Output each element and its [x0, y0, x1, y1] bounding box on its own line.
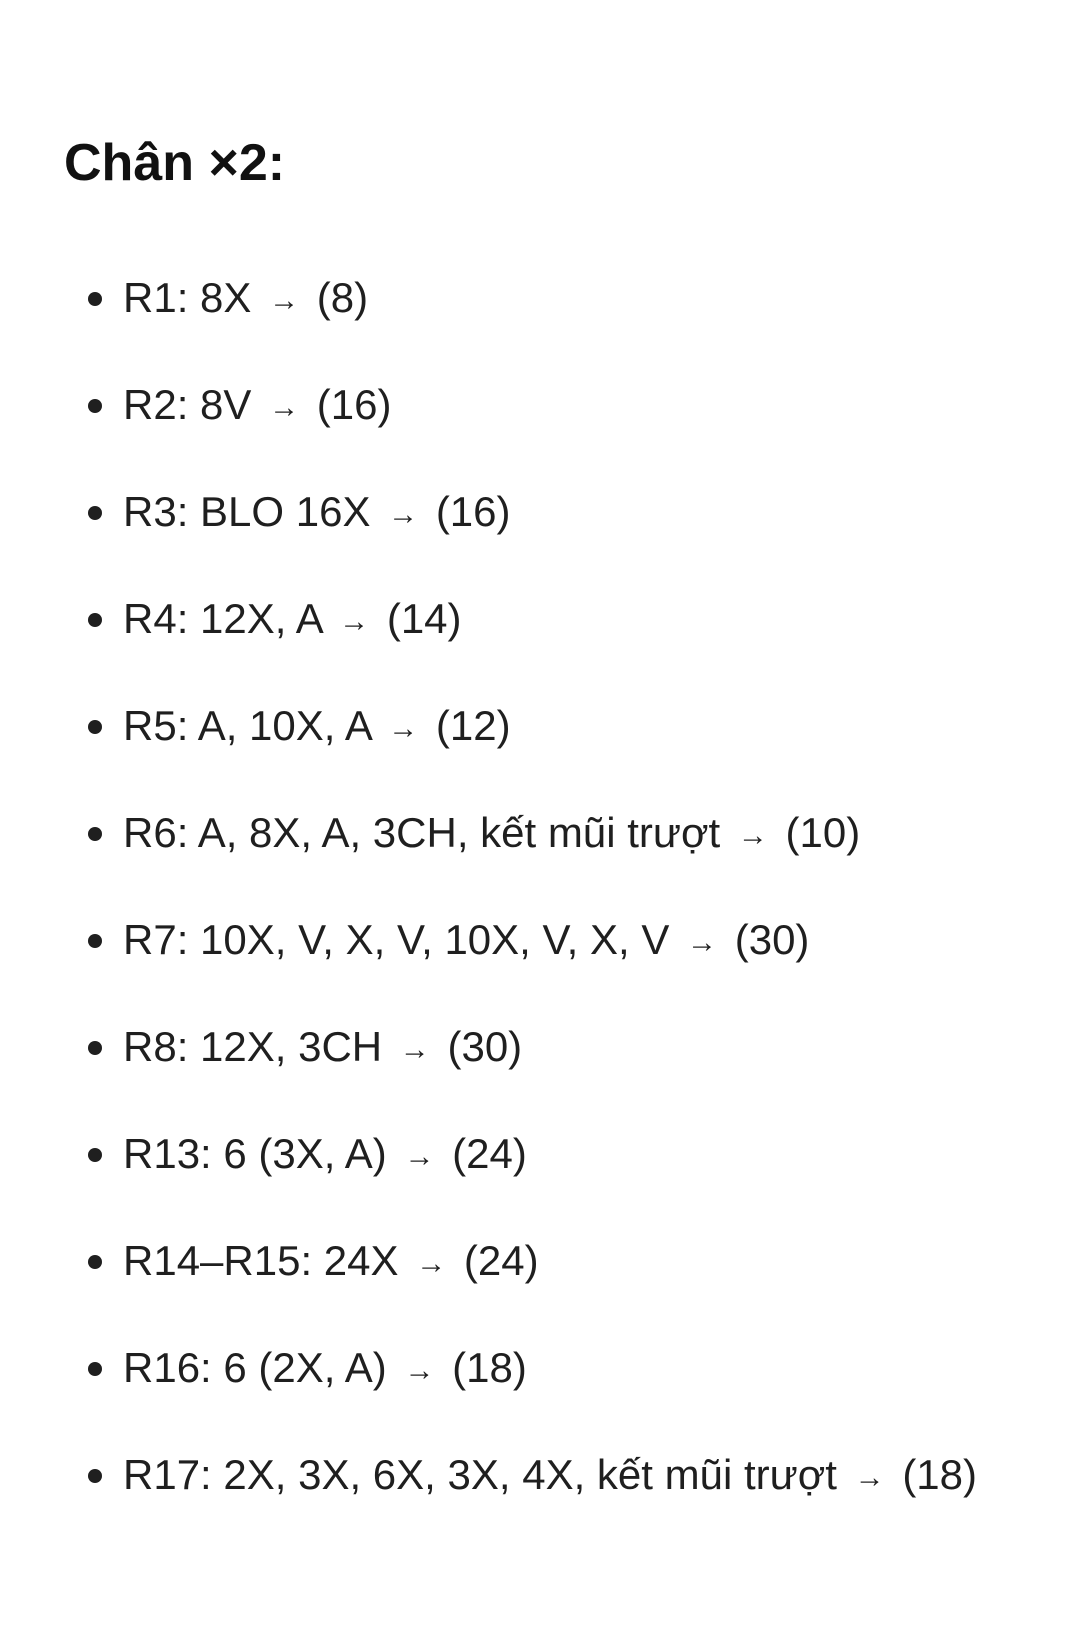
- bullet-icon: [88, 827, 102, 841]
- arrow-icon: →: [269, 391, 300, 424]
- row-result: (18): [902, 1451, 978, 1498]
- list-item-r14-r15: [0, 1225, 1080, 1300]
- row-result: (24): [452, 1130, 527, 1177]
- row-result: (8): [316, 274, 369, 321]
- list-item-r4: [0, 583, 1080, 658]
- list-item-r6: [0, 797, 1080, 872]
- row-text: R14–R15: 24X: [123, 1237, 399, 1284]
- row-text: R7: 10X, V, X, V, 10X, V, X, V: [123, 916, 670, 963]
- row-text: R17: 2X, 3X, 6X, 3X, 4X, kết mũi trượt: [123, 1451, 837, 1498]
- row-text: R3: BLO 16X: [123, 488, 371, 535]
- row-text: R1: 8X: [123, 274, 252, 321]
- row-text: R5: A, 10X, A: [123, 702, 371, 749]
- bullet-icon: [88, 399, 102, 413]
- list-item-r2: [0, 369, 1080, 444]
- arrow-icon: →: [854, 1461, 885, 1494]
- row-text: R2: 8V: [123, 381, 252, 428]
- row-text: R13: 6 (3X, A): [123, 1130, 387, 1177]
- section-title: Chân ×2:: [64, 134, 286, 192]
- arrow-icon: →: [404, 1140, 435, 1173]
- list-item-r3: [0, 476, 1080, 551]
- bullet-icon: [88, 506, 102, 520]
- arrow-icon: →: [687, 926, 718, 959]
- list-item-r1: [0, 262, 1080, 337]
- bullet-icon: [88, 1469, 102, 1483]
- row-result: (16): [435, 488, 511, 535]
- row-result: (12): [435, 702, 511, 749]
- bullet-icon: [88, 613, 102, 627]
- bullet-icon: [88, 1255, 102, 1269]
- arrow-icon: →: [339, 605, 370, 638]
- row-result: (24): [463, 1237, 539, 1284]
- row-list: [0, 262, 1080, 1546]
- bullet-icon: [88, 1362, 102, 1376]
- arrow-icon: →: [399, 1033, 430, 1066]
- list-item-r13: [0, 1118, 1080, 1193]
- row-result: (14): [386, 595, 462, 642]
- list-item-r8: [0, 1011, 1080, 1086]
- row-text: R16: 6 (2X, A): [123, 1344, 387, 1391]
- list-item-r7: [0, 904, 1080, 979]
- list-item-r16: [0, 1332, 1080, 1407]
- row-text: R4: 12X, A: [123, 595, 322, 642]
- arrow-icon: →: [416, 1247, 447, 1280]
- row-result: (10): [785, 809, 861, 856]
- arrow-icon: →: [388, 498, 419, 531]
- list-item-r5: [0, 690, 1080, 765]
- arrow-icon: →: [269, 284, 300, 317]
- bullet-icon: [88, 934, 102, 948]
- row-result: (18): [452, 1344, 527, 1391]
- arrow-icon: →: [388, 712, 419, 745]
- row-text: R8: 12X, 3CH: [123, 1023, 383, 1070]
- row-text: R6: A, 8X, A, 3CH, kết mũi trượt: [123, 809, 721, 856]
- bullet-icon: [88, 720, 102, 734]
- row-result: (30): [447, 1023, 523, 1070]
- bullet-icon: [88, 292, 102, 306]
- row-result: (16): [316, 381, 392, 428]
- arrow-icon: →: [404, 1354, 435, 1387]
- bullet-icon: [88, 1041, 102, 1055]
- bullet-icon: [88, 1148, 102, 1162]
- row-result: (30): [734, 916, 810, 963]
- list-item-r17: [0, 1439, 1080, 1514]
- arrow-icon: →: [737, 819, 768, 852]
